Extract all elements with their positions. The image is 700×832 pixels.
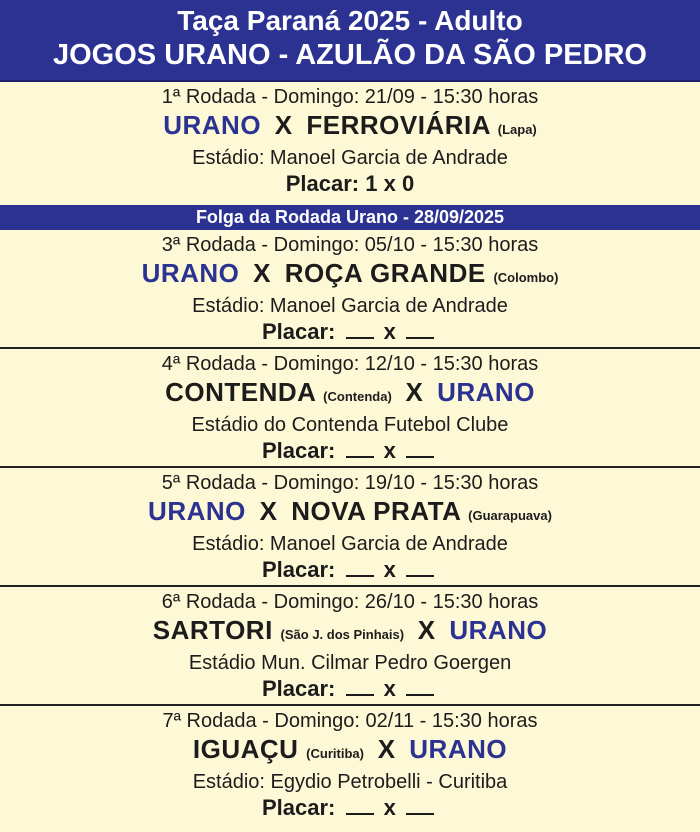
bye-round-banner: Folga da Rodada Urano - 28/09/2025 bbox=[0, 205, 700, 230]
score-away-blank bbox=[406, 321, 434, 339]
versus: X bbox=[417, 615, 436, 645]
home-team: URANO bbox=[163, 110, 262, 140]
away-team: NOVA PRATA bbox=[291, 496, 461, 526]
away-city: (Colombo) bbox=[493, 270, 559, 285]
score-label: Placar: bbox=[261, 795, 336, 820]
header-banner bbox=[0, 0, 700, 82]
home-team: SARTORI bbox=[152, 615, 273, 645]
score-x: x bbox=[383, 171, 396, 196]
score-x: x bbox=[383, 438, 396, 463]
stadium: Estádio Mun. Cilmar Pedro Goergen bbox=[188, 652, 512, 674]
stadium: Estádio: Manoel Garcia de Andrade bbox=[192, 295, 508, 317]
round-info: 5ª Rodada - Domingo: 19/10 - 15:30 horas bbox=[161, 472, 539, 494]
score-home-blank bbox=[346, 797, 374, 815]
score-x: x bbox=[383, 319, 396, 344]
stadium: Estádio: Manoel Garcia de Andrade bbox=[192, 533, 508, 555]
home-city: (Contenda) bbox=[323, 389, 392, 404]
title-line-1: Taça Paraná 2025 - Adulto bbox=[177, 5, 523, 36]
teams-line bbox=[0, 257, 700, 294]
match-round-7 bbox=[0, 706, 700, 832]
home-team: URANO bbox=[148, 496, 246, 526]
match-round-1 bbox=[0, 82, 700, 205]
away-team: URANO bbox=[409, 734, 508, 764]
score bbox=[0, 556, 700, 584]
score-home-blank bbox=[346, 440, 374, 458]
score-home-blank bbox=[346, 559, 374, 577]
round-info: 3ª Rodada - Domingo: 05/10 - 15:30 horas bbox=[161, 234, 539, 256]
score-label: Placar: bbox=[285, 171, 360, 196]
score bbox=[0, 318, 700, 346]
stadium: Estádio: Manoel Garcia de Andrade bbox=[192, 147, 508, 169]
score-away-blank bbox=[406, 559, 434, 577]
teams-line bbox=[0, 733, 700, 770]
teams-line bbox=[0, 495, 700, 532]
score-away-blank bbox=[406, 678, 434, 696]
score bbox=[0, 437, 700, 465]
versus: X bbox=[274, 110, 293, 140]
teams-line bbox=[0, 109, 700, 146]
score-away-blank bbox=[406, 440, 434, 458]
stadium: Estádio: Egydio Petrobelli - Curitiba bbox=[192, 771, 508, 793]
home-city: (Curitiba) bbox=[306, 746, 364, 761]
away-city: (Lapa) bbox=[497, 122, 537, 137]
teams-line bbox=[0, 376, 700, 413]
match-round-5 bbox=[0, 468, 700, 587]
score-x: x bbox=[383, 795, 396, 820]
away-team: URANO bbox=[437, 377, 535, 407]
score-label: Placar: bbox=[261, 676, 336, 701]
score-x: x bbox=[383, 676, 396, 701]
away-city: (Guarapuava) bbox=[468, 508, 552, 523]
score-label: Placar: bbox=[261, 438, 336, 463]
away-team: ROÇA GRANDE bbox=[284, 258, 486, 288]
round-info: 7ª Rodada - Domingo: 02/11 - 15:30 horas bbox=[162, 710, 538, 732]
away-team: URANO bbox=[449, 615, 548, 645]
score bbox=[0, 675, 700, 703]
versus: X bbox=[405, 377, 424, 407]
home-city: (São J. dos Pinhais) bbox=[280, 627, 405, 642]
score bbox=[0, 170, 700, 198]
score-label: Placar: bbox=[261, 319, 336, 344]
teams-line bbox=[0, 614, 700, 651]
versus: X bbox=[253, 258, 271, 288]
title-line-2: JOGOS URANO - AZULÃO DA SÃO PEDRO bbox=[53, 39, 647, 71]
versus: X bbox=[377, 734, 396, 764]
score-label: Placar: bbox=[261, 557, 336, 582]
home-team: URANO bbox=[141, 258, 240, 288]
score bbox=[0, 794, 700, 822]
round-info: 4ª Rodada - Domingo: 12/10 - 15:30 horas bbox=[161, 353, 539, 375]
match-round-3 bbox=[0, 230, 700, 349]
versus: X bbox=[259, 496, 278, 526]
round-info: 1ª Rodada - Domingo: 21/09 - 15:30 horas bbox=[161, 86, 539, 108]
match-round-4 bbox=[0, 349, 700, 468]
score-home-blank bbox=[346, 678, 374, 696]
score-home-blank bbox=[346, 321, 374, 339]
round-info: 6ª Rodada - Domingo: 26/10 - 15:30 horas bbox=[161, 591, 539, 613]
stadium: Estádio do Contenda Futebol Clube bbox=[191, 414, 509, 436]
score-home: 1 bbox=[365, 171, 378, 196]
home-team: IGUAÇU bbox=[192, 734, 299, 764]
score-away-blank bbox=[406, 797, 434, 815]
away-team: FERROVIÁRIA bbox=[306, 110, 491, 140]
home-team: CONTENDA bbox=[165, 377, 316, 407]
score-x: x bbox=[383, 557, 396, 582]
score-away: 0 bbox=[402, 171, 415, 196]
match-round-6 bbox=[0, 587, 700, 706]
